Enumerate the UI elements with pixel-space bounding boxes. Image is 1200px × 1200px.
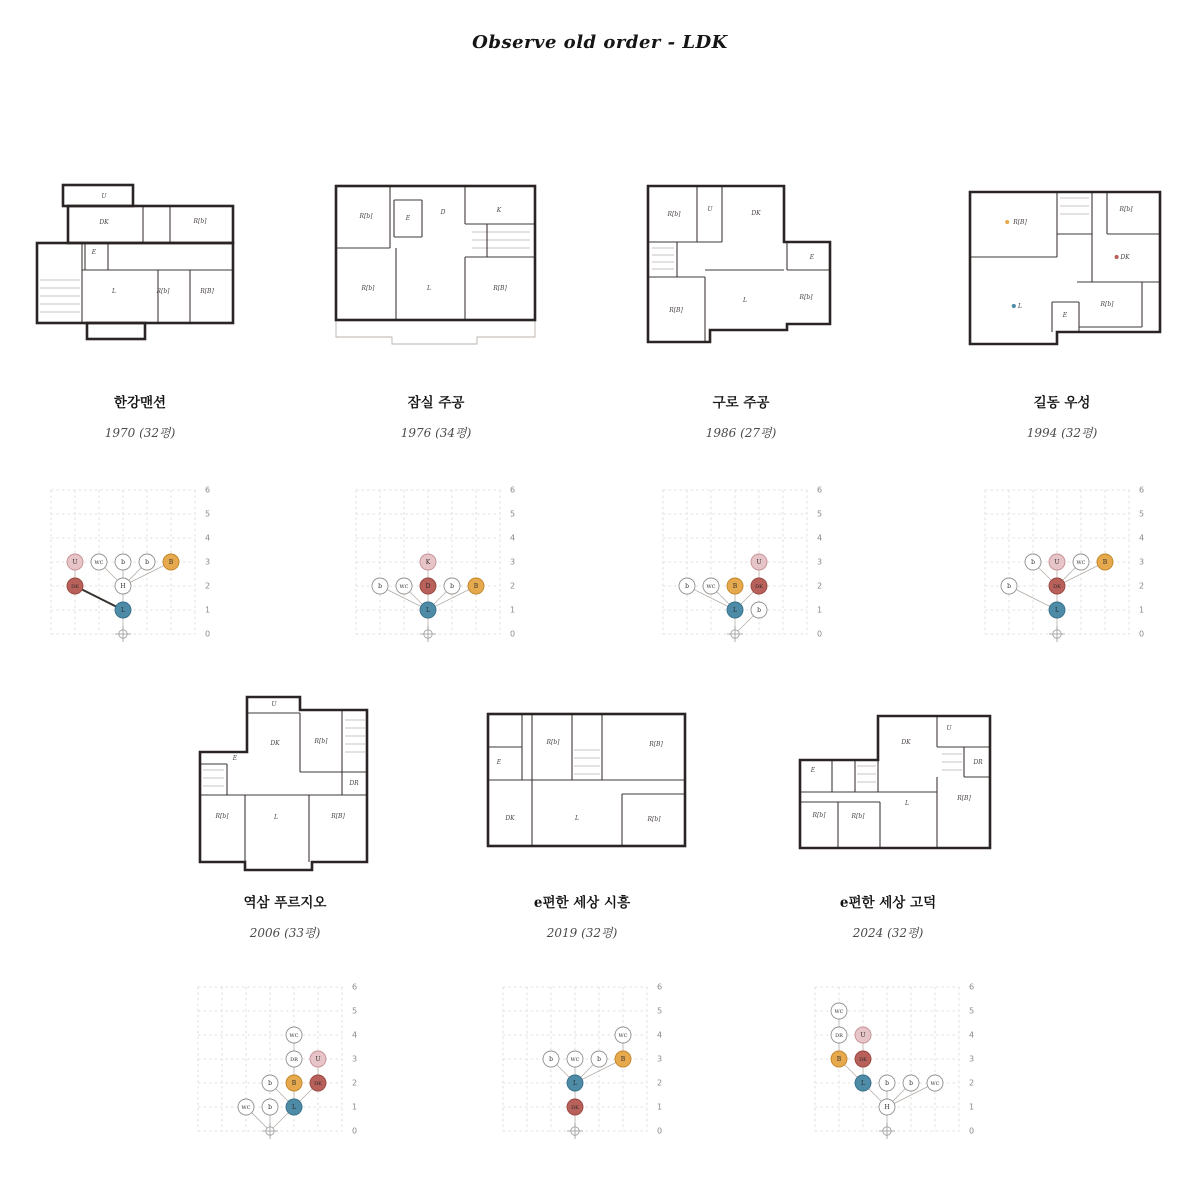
unit-area: (32평) xyxy=(581,926,618,940)
graph-node-label: WC xyxy=(930,1081,940,1088)
graph-node-label: U xyxy=(860,1032,866,1040)
axis-tick: 5 xyxy=(205,509,211,519)
axis-tick: 2 xyxy=(817,581,823,591)
graph-node-label: b xyxy=(450,583,454,591)
room-label: K xyxy=(496,207,502,214)
graph-node-label: L xyxy=(292,1104,296,1112)
entrance-marker xyxy=(420,626,436,642)
room-label: DR xyxy=(973,759,983,766)
unit-name: 역삼 푸르지오 xyxy=(243,895,327,911)
graph-node-l xyxy=(567,1075,583,1091)
unit-year-area xyxy=(316,424,556,441)
room-label: R[b] xyxy=(193,218,207,225)
graph-node-l xyxy=(115,602,131,618)
graph-node-label: DK xyxy=(314,1081,322,1088)
graph-node-dk xyxy=(310,1075,326,1091)
floorplan-5 xyxy=(187,692,395,874)
room-label: DK xyxy=(901,739,911,746)
room-label: R[b] xyxy=(647,816,661,823)
graph-node-wc xyxy=(396,578,412,594)
graph-node-b xyxy=(727,578,743,594)
graph-node-u xyxy=(751,554,767,570)
graph-node-label: WC xyxy=(570,1057,580,1064)
room-label: R[b] xyxy=(215,813,229,820)
axis-tick: 1 xyxy=(352,1102,358,1112)
graph-node-label: b xyxy=(549,1056,553,1064)
graph-node-label: L xyxy=(121,607,125,615)
room-label: E xyxy=(1062,312,1068,319)
graph-node-dk xyxy=(1049,578,1065,594)
room-label: E xyxy=(91,249,97,256)
graph-node-label: L xyxy=(426,607,430,615)
graph-node-label: DR xyxy=(835,1033,843,1040)
graph-node-label: B xyxy=(473,583,479,591)
room-label: R[b] xyxy=(667,211,681,218)
graph-node-label: DK xyxy=(71,584,79,591)
room-label: L xyxy=(575,815,579,822)
graph-node-label: WC xyxy=(399,584,409,591)
graph-node-label: H xyxy=(884,1104,890,1112)
graph-node-label: B xyxy=(1102,559,1108,567)
axis-tick: 1 xyxy=(969,1102,975,1112)
graph-node-label: L xyxy=(733,607,737,615)
graph-node-label: b xyxy=(885,1080,889,1088)
graph-node-label: WC xyxy=(1076,560,1086,567)
axis-tick: 6 xyxy=(969,982,975,992)
room-label: R[B] xyxy=(649,741,663,748)
unit-name: 잠실 주공 xyxy=(407,395,465,411)
graph-node-b xyxy=(903,1075,919,1091)
floorplan-3 xyxy=(642,182,842,350)
axis-tick: 6 xyxy=(205,485,211,495)
graph-node-l xyxy=(286,1099,302,1115)
unit-name: 한강맨션 xyxy=(113,395,167,411)
graph-node-label: DR xyxy=(290,1057,298,1064)
room-label: DK xyxy=(270,740,280,747)
graph-node-b xyxy=(831,1051,847,1067)
axis-tick: 1 xyxy=(510,605,516,615)
axis-tick: 5 xyxy=(510,509,516,519)
room-label: R[B] xyxy=(493,285,507,292)
unit-name: e편한 세상 시흥 xyxy=(533,895,631,911)
graph-node-l xyxy=(855,1075,871,1091)
unit-area: (34평) xyxy=(435,426,472,440)
graph-node-b xyxy=(615,1051,631,1067)
axis-tick: 2 xyxy=(352,1078,358,1088)
axis-tick: 1 xyxy=(1139,605,1145,615)
axis-tick: 6 xyxy=(657,982,663,992)
graph-node-b xyxy=(139,554,155,570)
room-color-dot xyxy=(1005,220,1009,224)
room-label: DK xyxy=(751,210,761,217)
graph-node-b xyxy=(879,1075,895,1091)
graph-node-wc xyxy=(567,1051,583,1067)
graph-node-b xyxy=(679,578,695,594)
room-label: R[b] xyxy=(1100,301,1114,308)
axis-tick: 2 xyxy=(1139,581,1145,591)
graph-node-label: b xyxy=(268,1080,272,1088)
graph-node-label: U xyxy=(756,559,762,567)
graph-node-label: b xyxy=(145,559,149,567)
room-label: R[b] xyxy=(361,285,375,292)
floorplan-2 xyxy=(332,182,547,350)
room-label: U xyxy=(946,725,952,732)
graph-node-b xyxy=(1025,554,1041,570)
graph-node-u xyxy=(1049,554,1065,570)
graph-node-dk xyxy=(567,1099,583,1115)
room-label: R[B] xyxy=(200,288,214,295)
adjacency-graph-5 xyxy=(194,979,384,1139)
graph-node-wc xyxy=(286,1027,302,1043)
axis-tick: 6 xyxy=(510,485,516,495)
graph-node-b xyxy=(444,578,460,594)
graph-node-label: DK xyxy=(1053,584,1061,591)
graph-node-label: b xyxy=(1031,559,1035,567)
graph-node-label: H xyxy=(120,583,126,591)
room-label: R[B] xyxy=(669,307,683,314)
graph-node-label: b xyxy=(378,583,382,591)
graph-node-label: L xyxy=(573,1080,577,1088)
graph-node-u xyxy=(67,554,83,570)
graph-node-l xyxy=(727,602,743,618)
unit-area: (33평) xyxy=(284,926,321,940)
axis-tick: 0 xyxy=(205,629,211,639)
axis-tick: 6 xyxy=(817,485,823,495)
room-label: E xyxy=(809,254,815,261)
graph-node-wc xyxy=(703,578,719,594)
room-color-dot xyxy=(1012,304,1016,308)
graph-node-label: B xyxy=(168,559,174,567)
axis-tick: 6 xyxy=(1139,485,1145,495)
graph-node-l xyxy=(420,602,436,618)
adjacency-graph-3 xyxy=(659,482,849,642)
floorplan-6 xyxy=(477,702,693,860)
room-label: R[b] xyxy=(156,288,170,295)
room-label: DR xyxy=(349,780,359,787)
page-title: Observe old order - LDK xyxy=(472,32,728,53)
graph-node-label: B xyxy=(836,1056,842,1064)
room-label: L xyxy=(743,297,747,304)
unit-year: 2006 xyxy=(249,926,281,940)
axis-tick: 4 xyxy=(657,1030,663,1040)
axis-tick: 5 xyxy=(969,1006,975,1016)
graph-node-label: b xyxy=(597,1056,601,1064)
unit-year: 1986 xyxy=(705,426,737,440)
room-label: E xyxy=(232,755,238,762)
graph-node-dk xyxy=(67,578,83,594)
graph-node-label: U xyxy=(1054,559,1060,567)
room-label: R[b] xyxy=(359,213,373,220)
axis-tick: 3 xyxy=(352,1054,358,1064)
room-label: DK xyxy=(1120,254,1130,261)
room-label: U xyxy=(271,701,277,708)
axis-tick: 3 xyxy=(510,557,516,567)
room-label: R[b] xyxy=(314,738,328,745)
room-label: DK xyxy=(505,815,515,822)
room-label: L xyxy=(274,814,278,821)
room-label: R[B] xyxy=(957,795,971,802)
room-label: R[b] xyxy=(799,294,813,301)
room-label: R[b] xyxy=(812,812,826,819)
adjacency-graph-2 xyxy=(352,482,542,642)
graph-node-wc xyxy=(927,1075,943,1091)
graph-node-u xyxy=(855,1027,871,1043)
axis-tick: 2 xyxy=(657,1078,663,1088)
graph-node-label: WC xyxy=(94,560,104,567)
graph-node-label: U xyxy=(315,1056,321,1064)
room-label: R[B] xyxy=(331,813,345,820)
graph-node-label: WC xyxy=(289,1033,299,1040)
graph-node-b xyxy=(286,1075,302,1091)
adjacency-graph-4 xyxy=(981,482,1171,642)
entrance-marker xyxy=(567,1123,583,1139)
room-label: R[b] xyxy=(1119,206,1133,213)
axis-tick: 0 xyxy=(969,1126,975,1136)
unit-year-area xyxy=(621,424,861,441)
axis-tick: 0 xyxy=(510,629,516,639)
graph-node-b xyxy=(115,554,131,570)
axis-tick: 0 xyxy=(1139,629,1145,639)
unit-name: 구로 주공 xyxy=(712,395,770,411)
graph-node-b xyxy=(468,578,484,594)
graph-node-label: U xyxy=(72,559,78,567)
room-label: E xyxy=(496,759,502,766)
graph-node-dk xyxy=(855,1051,871,1067)
entrance-marker xyxy=(879,1123,895,1139)
axis-tick: 2 xyxy=(205,581,211,591)
unit-name: e편한 세상 고덕 xyxy=(839,895,937,911)
axis-tick: 4 xyxy=(205,533,211,543)
unit-area: (32평) xyxy=(1061,426,1098,440)
axis-tick: 3 xyxy=(205,557,211,567)
room-label: L xyxy=(905,800,909,807)
graph-node-wc xyxy=(91,554,107,570)
unit-year: 1976 xyxy=(400,426,432,440)
unit-year: 1970 xyxy=(104,426,136,440)
graph-node-b xyxy=(591,1051,607,1067)
axis-tick: 1 xyxy=(657,1102,663,1112)
graph-node-label: B xyxy=(732,583,738,591)
graph-node-k xyxy=(420,554,436,570)
graph-node-wc xyxy=(1073,554,1089,570)
graph-node-b xyxy=(262,1099,278,1115)
unit-area: (32평) xyxy=(139,426,176,440)
graph-node-b xyxy=(262,1075,278,1091)
adjacency-graph-7 xyxy=(811,979,1001,1139)
graph-node-b xyxy=(372,578,388,594)
axis-tick: 0 xyxy=(657,1126,663,1136)
graph-node-dk xyxy=(751,578,767,594)
unit-area: (32평) xyxy=(887,926,924,940)
graph-node-wc xyxy=(238,1099,254,1115)
graph-node-label: DK xyxy=(571,1105,579,1112)
unit-year: 2019 xyxy=(546,926,578,940)
graph-node-label: B xyxy=(620,1056,626,1064)
axis-tick: 5 xyxy=(657,1006,663,1016)
graph-node-b xyxy=(1097,554,1113,570)
room-label: E xyxy=(810,767,816,774)
graph-node-wc xyxy=(615,1027,631,1043)
graph-node-h xyxy=(115,578,131,594)
axis-tick: 4 xyxy=(817,533,823,543)
graph-node-h xyxy=(879,1099,895,1115)
graph-node-u xyxy=(310,1051,326,1067)
graph-node-label: K xyxy=(425,559,431,567)
room-label: R[b] xyxy=(851,813,865,820)
graph-node-l xyxy=(1049,602,1065,618)
graph-node-d xyxy=(420,578,436,594)
axis-tick: 5 xyxy=(352,1006,358,1016)
axis-tick: 5 xyxy=(1139,509,1145,519)
floorplan-1 xyxy=(30,175,245,353)
room-label: L xyxy=(112,288,116,295)
graph-node-dr xyxy=(286,1051,302,1067)
axis-tick: 6 xyxy=(352,982,358,992)
room-label: R[b] xyxy=(546,739,560,746)
unit-year-area xyxy=(20,424,260,441)
graph-node-label: DK xyxy=(755,584,763,591)
axis-tick: 0 xyxy=(817,629,823,639)
axis-tick: 4 xyxy=(969,1030,975,1040)
axis-tick: 4 xyxy=(510,533,516,543)
axis-tick: 3 xyxy=(817,557,823,567)
room-label: E xyxy=(405,215,411,222)
graph-node-label: WC xyxy=(706,584,716,591)
unit-year-area xyxy=(165,924,405,941)
axis-tick: 2 xyxy=(969,1078,975,1088)
graph-node-label: B xyxy=(291,1080,297,1088)
graph-node-label: b xyxy=(121,559,125,567)
adjacency-graph-6 xyxy=(499,979,689,1139)
graph-node-dr xyxy=(831,1027,847,1043)
graph-node-label: WC xyxy=(618,1033,628,1040)
room-label: U xyxy=(707,206,713,213)
axis-tick: 4 xyxy=(1139,533,1145,543)
graph-node-wc xyxy=(831,1003,847,1019)
graph-node-b xyxy=(1001,578,1017,594)
unit-year-area xyxy=(462,924,702,941)
axis-tick: 3 xyxy=(1139,557,1145,567)
entrance-marker xyxy=(1049,626,1065,642)
room-label: R[B] xyxy=(1013,219,1027,226)
graph-node-b xyxy=(751,602,767,618)
axis-tick: 3 xyxy=(969,1054,975,1064)
graph-node-label: WC xyxy=(241,1105,251,1112)
room-color-dot xyxy=(1115,255,1119,259)
floorplan-7 xyxy=(792,702,1000,860)
graph-node-b xyxy=(163,554,179,570)
graph-node-label: b xyxy=(685,583,689,591)
room-label: L xyxy=(1018,303,1022,310)
axis-tick: 5 xyxy=(817,509,823,519)
graph-node-label: b xyxy=(1007,583,1011,591)
graph-node-label: b xyxy=(268,1104,272,1112)
axis-tick: 1 xyxy=(205,605,211,615)
axis-tick: 1 xyxy=(817,605,823,615)
room-label: L xyxy=(427,285,431,292)
axis-tick: 3 xyxy=(657,1054,663,1064)
unit-name: 길동 우성 xyxy=(1033,395,1091,411)
room-label: D xyxy=(440,209,446,216)
graph-node-label: b xyxy=(757,607,761,615)
axis-tick: 0 xyxy=(352,1126,358,1136)
graph-node-label: b xyxy=(909,1080,913,1088)
unit-year: 1994 xyxy=(1026,426,1058,440)
graph-node-b xyxy=(543,1051,559,1067)
unit-year: 2024 xyxy=(852,926,884,940)
graph-node-label: L xyxy=(1055,607,1059,615)
unit-year-area xyxy=(768,924,1008,941)
graph-node-label: D xyxy=(425,583,431,591)
graph-node-label: WC xyxy=(834,1009,844,1016)
unit-area: (27평) xyxy=(740,426,777,440)
axis-tick: 2 xyxy=(510,581,516,591)
axis-tick: 4 xyxy=(352,1030,358,1040)
entrance-marker xyxy=(115,626,131,642)
unit-year-area xyxy=(942,424,1182,441)
adjacency-graph-1 xyxy=(47,482,237,642)
graph-node-label: L xyxy=(861,1080,865,1088)
floorplan-4 xyxy=(957,182,1175,350)
room-label: DK xyxy=(99,219,109,226)
room-label: U xyxy=(101,193,107,200)
graph-node-label: DK xyxy=(859,1057,867,1064)
